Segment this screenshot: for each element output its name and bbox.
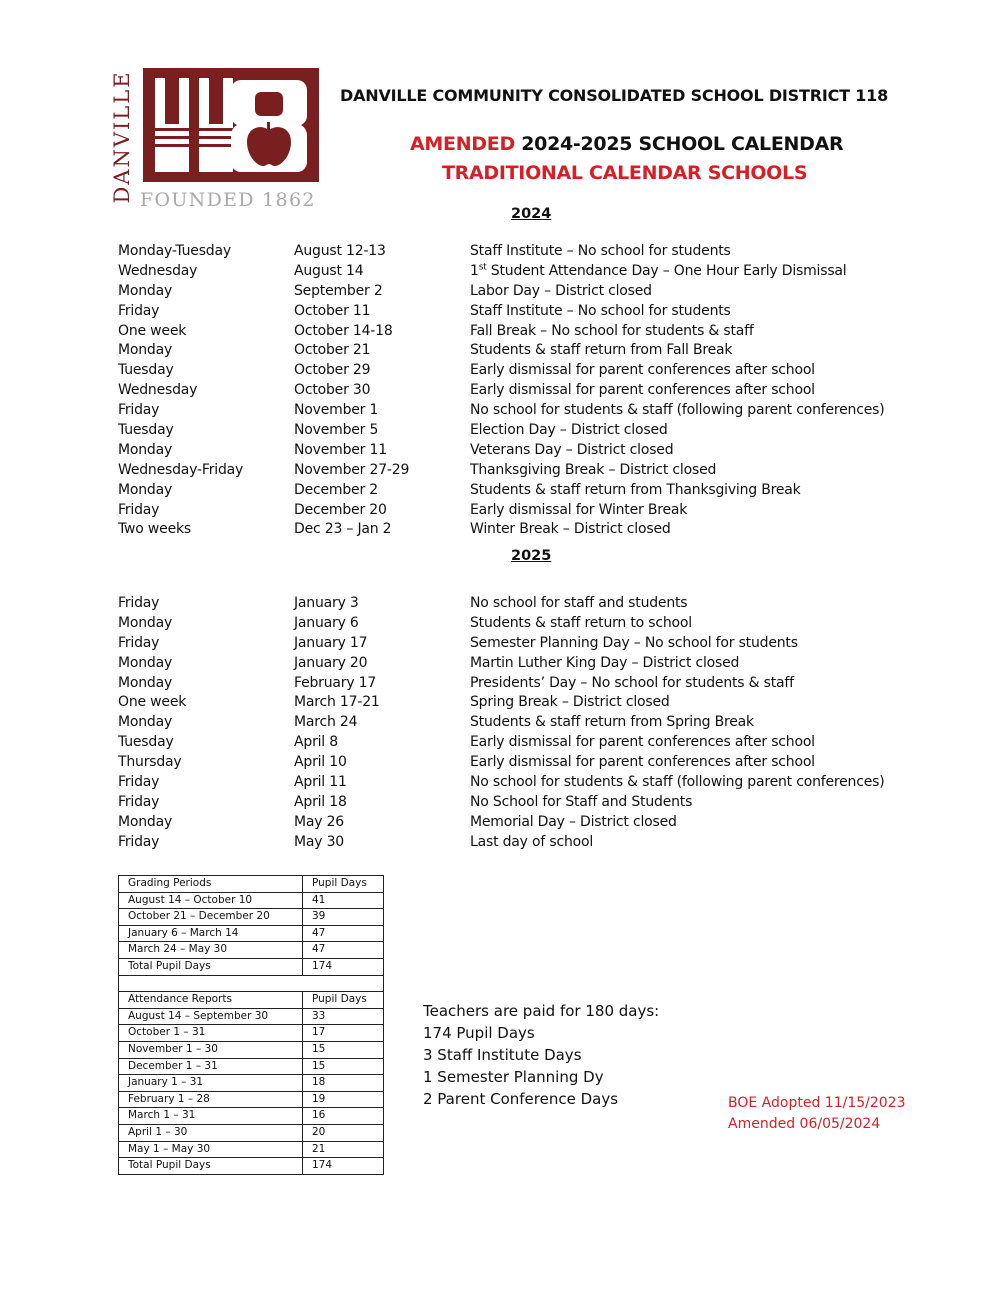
table-row: February 1 – 28 19 bbox=[119, 1091, 384, 1108]
table-row: October 21 – December 20 39 bbox=[119, 909, 384, 926]
table-spacer-row bbox=[119, 975, 384, 992]
table-header-row: Grading Periods Pupil Days bbox=[119, 876, 384, 893]
table-row: January 1 – 31 18 bbox=[119, 1075, 384, 1092]
boe-adoption-note bbox=[728, 1093, 905, 1135]
table-row: October 1 – 31 17 bbox=[119, 1025, 384, 1042]
logo-founded-text: FOUNDED 1862 bbox=[140, 189, 316, 211]
pupil-days-table bbox=[118, 875, 384, 1175]
district-name: DANVILLE COMMUNITY CONSOLIDATED SCHOOL DISTRICT 118 bbox=[340, 86, 888, 105]
table-row: March 1 – 31 16 bbox=[119, 1108, 384, 1125]
table-row: December 1 – 31 15 bbox=[119, 1058, 384, 1075]
boe-amended-date: Amended 06/05/2024 bbox=[728, 1116, 881, 1132]
table-row: May 1 – May 30 21 bbox=[119, 1141, 384, 1158]
table-row: April 1 – 30 20 bbox=[119, 1124, 384, 1141]
note-line: 3 Staff Institute Days bbox=[423, 1046, 582, 1064]
year-2024-heading: 2024 bbox=[511, 206, 552, 222]
note-line: Teachers are paid for 180 days: bbox=[423, 1002, 660, 1020]
table-row: January 6 – March 14 47 bbox=[119, 925, 384, 942]
table-row: November 1 – 30 15 bbox=[119, 1041, 384, 1058]
amended-label: AMENDED bbox=[410, 133, 515, 155]
note-line: 1 Semester Planning Dy bbox=[423, 1068, 604, 1086]
table-row: August 14 – October 10 41 bbox=[119, 892, 384, 909]
table-header-row: Attendance Reports Pupil Days bbox=[119, 992, 384, 1009]
calendar-title-text: 2024-2025 SCHOOL CALENDAR bbox=[521, 133, 844, 155]
boe-adopted-date: BOE Adopted 11/15/2023 bbox=[728, 1095, 906, 1111]
note-line: 2 Parent Conference Days bbox=[423, 1090, 619, 1108]
table-row: March 24 – May 30 47 bbox=[119, 942, 384, 959]
district-logo bbox=[143, 68, 319, 182]
logo-118-graphic bbox=[143, 68, 319, 182]
table-row: Total Pupil Days 174 bbox=[119, 958, 384, 975]
logo-vertical-text: DANVILLE bbox=[110, 70, 134, 204]
calendar-title bbox=[410, 133, 843, 155]
teachers-paid-note bbox=[423, 1000, 659, 1110]
note-line: 174 Pupil Days bbox=[423, 1024, 535, 1042]
table-row: Total Pupil Days 174 bbox=[119, 1158, 384, 1175]
table-row: August 14 – September 30 33 bbox=[119, 1008, 384, 1025]
calendar-subtitle: TRADITIONAL CALENDAR SCHOOLS bbox=[442, 162, 808, 184]
year-2025-heading: 2025 bbox=[511, 548, 552, 564]
